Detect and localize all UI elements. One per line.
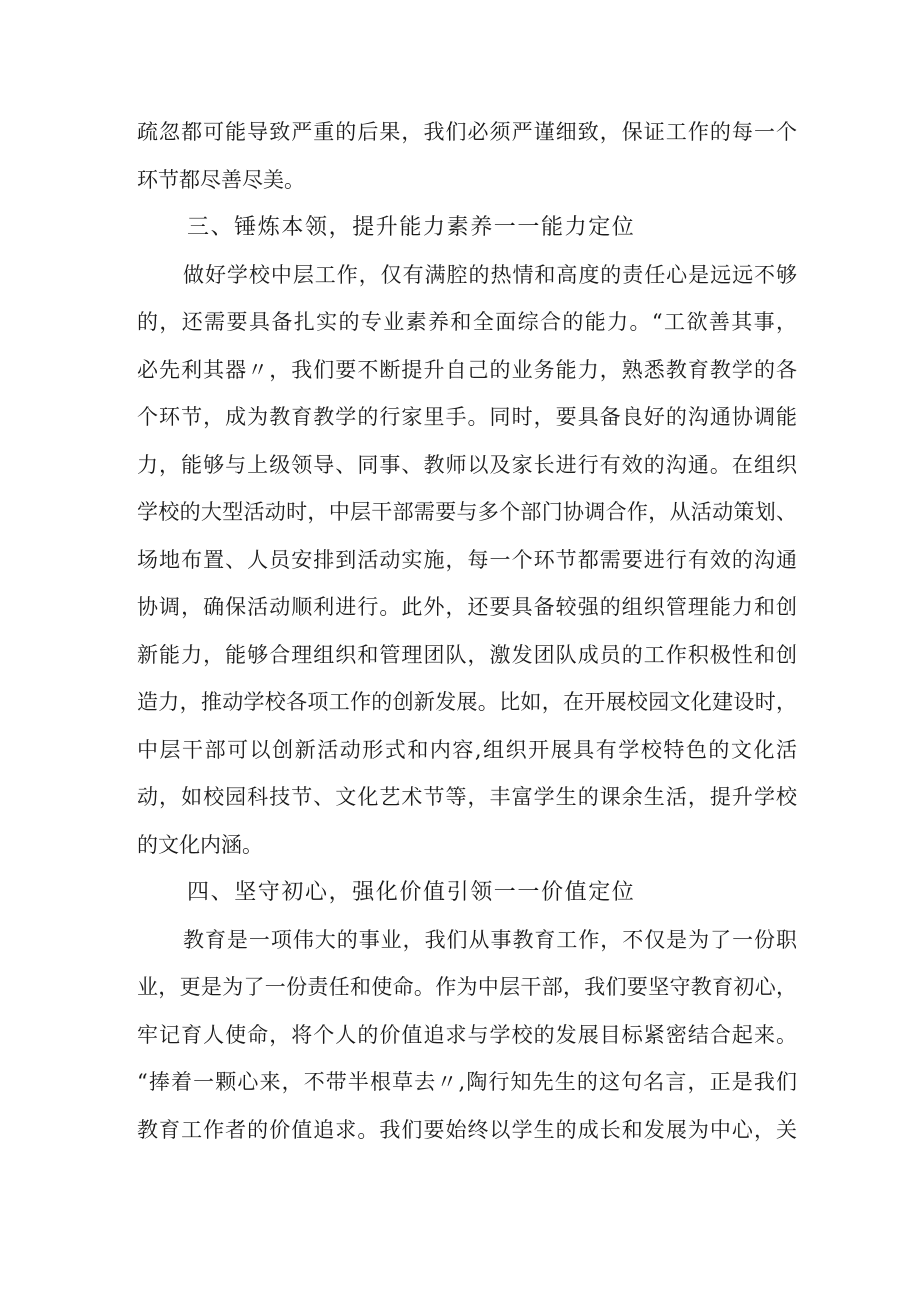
- paragraph-line: 教育是一项伟大的事业，我们从事教育工作，不仅是为了一份职: [183, 927, 797, 952]
- paragraph-line: 环节都尽善尽美。: [137, 167, 305, 192]
- paragraph-line: “捧着一颗心来，不带半根草去〃,陶行知先生的这句名言，正是我们: [137, 1070, 797, 1094]
- paragraph-line: 场地布置、人员安排到活动实施，每一个环节都需要进行有效的沟通: [137, 547, 797, 572]
- paragraph-line: 业，更是为了一份责任和使命。作为中层干部，我们要坚守教育初心，: [137, 975, 797, 999]
- paragraph-line: 新能力，能够合理组织和管理团队，激发团队成员的工作积极性和创: [137, 642, 797, 667]
- paragraph-line: 牢记育人使命，将个人的价值追求与学校的发展目标紧密结合起来。: [137, 1022, 797, 1047]
- section-heading-3: 三、锤炼本领，提升能力素养一一能力定位: [187, 215, 636, 240]
- paragraph-line: 造力，推动学校各项工作的创新发展。比如，在开展校园文化建设时，: [137, 690, 797, 714]
- section-heading-4: 四、坚守初心，强化价值引领一一价值定位: [187, 880, 636, 905]
- paragraph-line: 疏忽都可能导致严重的后果，我们必须严谨细致，保证工作的每一个: [137, 120, 797, 144]
- paragraph-line: 力，能够与上级领导、同事、教师以及家长进行有效的沟通。在组织: [137, 452, 797, 477]
- paragraph-line: 学校的大型活动时，中层干部需要与多个部门协调合作，从活动策划、: [137, 500, 797, 524]
- paragraph-line: 的，还需要具备扎实的专业素养和全面综合的能力。“工欲善其事，: [137, 310, 797, 334]
- paragraph-line: 动，如校园科技节、文化艺术节等，丰富学生的课余生活，提升学校: [137, 785, 797, 809]
- paragraph-line: 中层干部可以创新活动形式和内容,组织开展具有学校特色的文化活: [137, 737, 797, 762]
- paragraph-line: 教育工作者的价值追求。我们要始终以学生的成长和发展为中心，关: [137, 1117, 797, 1142]
- paragraph-line: 协调，确保活动顺利进行。此外，还要具备较强的组织管理能力和创: [137, 595, 797, 619]
- paragraph-line: 做好学校中层工作，仅有满腔的热情和高度的责任心是远远不够: [183, 262, 797, 287]
- paragraph-line: 的文化内涵。: [137, 832, 263, 857]
- document-body: [137, 109, 797, 1154]
- paragraph-line: 必先利其器〃，我们要不断提升自己的业务能力，熟悉教育教学的各: [137, 357, 797, 382]
- paragraph-line: 个环节，成为教育教学的行家里手。同时，要具备良好的沟通协调能: [137, 405, 797, 429]
